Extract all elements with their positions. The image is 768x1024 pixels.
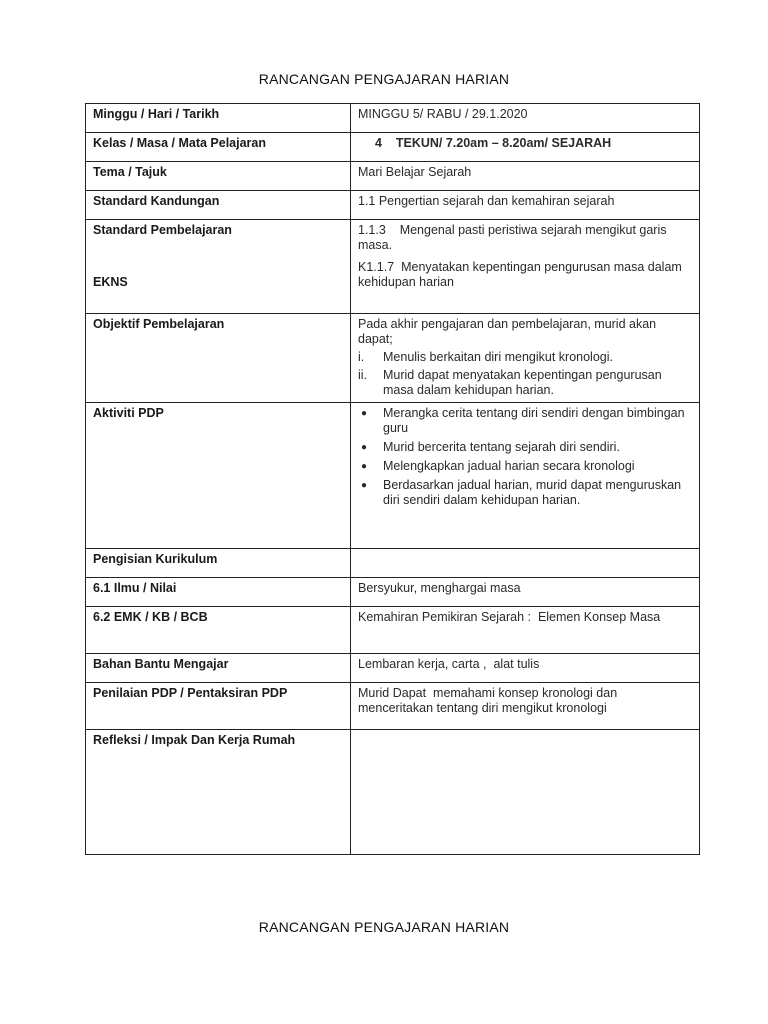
value-refleksi bbox=[351, 730, 700, 855]
label-objektif: Objektif Pembelajaran bbox=[86, 314, 351, 403]
list-item-text: Menulis berkaitan diri mengikut kronologi. bbox=[383, 350, 613, 364]
bullet-icon: ● bbox=[361, 461, 368, 472]
list-item bbox=[358, 350, 692, 365]
table-row bbox=[86, 403, 700, 549]
label-bbm: Bahan Bantu Mengajar bbox=[86, 654, 351, 683]
value-tema: Mari Belajar Sejarah bbox=[351, 162, 700, 191]
value-sk: 1.1 Pengertian sejarah dan kemahiran sejarah bbox=[351, 191, 700, 220]
lesson-plan-table bbox=[85, 103, 700, 855]
label-sp-cell bbox=[86, 220, 351, 314]
table-row bbox=[86, 730, 700, 855]
list-item bbox=[358, 406, 692, 436]
list-item bbox=[358, 459, 692, 474]
table-row bbox=[86, 314, 700, 403]
value-bbm: Lembaran kerja, carta , alat tulis bbox=[351, 654, 700, 683]
table-row bbox=[86, 549, 700, 578]
table-row bbox=[86, 191, 700, 220]
page-title: RANCANGAN PENGAJARAN HARIAN bbox=[258, 71, 510, 87]
table-row bbox=[86, 133, 700, 162]
value-sp-cell bbox=[351, 220, 700, 314]
value-emk: Kemahiran Pemikiran Sejarah : Elemen Konsep Masa bbox=[351, 607, 700, 654]
label-tema: Tema / Tajuk bbox=[86, 162, 351, 191]
label-ilmu: 6.1 Ilmu / Nilai bbox=[86, 578, 351, 607]
value-kelas: 4 TEKUN/ 7.20am – 8.20am/ SEJARAH bbox=[351, 133, 700, 162]
value-sp: 1.1.3 Mengenal pasti peristiwa sejarah mengikut garis masa. bbox=[358, 223, 670, 252]
table-row bbox=[86, 104, 700, 133]
label-aktiviti: Aktiviti PDP bbox=[86, 403, 351, 549]
value-pengisian bbox=[351, 549, 700, 578]
table-row bbox=[86, 220, 700, 314]
table-row bbox=[86, 578, 700, 607]
label-pengisian: Pengisian Kurikulum bbox=[86, 549, 351, 578]
page-title-bottom: RANCANGAN PENGAJARAN HARIAN bbox=[258, 919, 510, 935]
table-row bbox=[86, 654, 700, 683]
list-number: i. bbox=[358, 350, 365, 364]
list-item bbox=[358, 440, 692, 455]
bullet-icon: ● bbox=[361, 408, 368, 419]
value-ilmu: Bersyukur, menghargai masa bbox=[351, 578, 700, 607]
label-sk: Standard Kandungan bbox=[86, 191, 351, 220]
label-kelas: Kelas / Masa / Mata Pelajaran bbox=[86, 133, 351, 162]
list-item bbox=[358, 368, 692, 398]
list-item bbox=[358, 478, 692, 508]
label-sp: Standard Pembelajaran bbox=[93, 223, 232, 237]
objektif-intro: Pada akhir pengajaran dan pembelajaran, murid akan dapat; bbox=[358, 317, 657, 346]
label-emk: 6.2 EMK / KB / BCB bbox=[86, 607, 351, 654]
bullet-icon: ● bbox=[361, 442, 368, 453]
value-penilaian: Murid Dapat memahami konsep kronologi dan menceritakan tentang diri mengikut kronologi bbox=[351, 683, 700, 730]
bullet-icon: ● bbox=[361, 480, 368, 491]
list-number: ii. bbox=[358, 368, 368, 382]
label-minggu: Minggu / Hari / Tarikh bbox=[86, 104, 351, 133]
list-item-text: Murid dapat menyatakan kepentingan pengurusan masa dalam kehidupan harian. bbox=[383, 368, 662, 397]
list-item-text: Murid bercerita tentang sejarah diri sendiri. bbox=[383, 440, 620, 454]
table-row bbox=[86, 683, 700, 730]
value-objektif-cell bbox=[351, 314, 700, 403]
value-ekns: K1.1.7 Menyatakan kepentingan pengurusan masa dalam kehidupan harian bbox=[358, 260, 686, 289]
list-item-text: Merangka cerita tentang diri sendiri dengan bimbingan guru bbox=[383, 406, 685, 435]
list-item-text: Berdasarkan jadual harian, murid dapat menguruskan diri sendiri dalam kehidupan harian. bbox=[383, 478, 682, 507]
label-refleksi: Refleksi / Impak Dan Kerja Rumah bbox=[86, 730, 351, 855]
value-minggu: MINGGU 5/ RABU / 29.1.2020 bbox=[351, 104, 700, 133]
label-ekns: EKNS bbox=[93, 275, 128, 289]
list-item-text: Melengkapkan jadual harian secara kronologi bbox=[383, 459, 635, 473]
table-row bbox=[86, 607, 700, 654]
table-row bbox=[86, 162, 700, 191]
label-penilaian: Penilaian PDP / Pentaksiran PDP bbox=[86, 683, 351, 730]
value-aktiviti-cell bbox=[351, 403, 700, 549]
